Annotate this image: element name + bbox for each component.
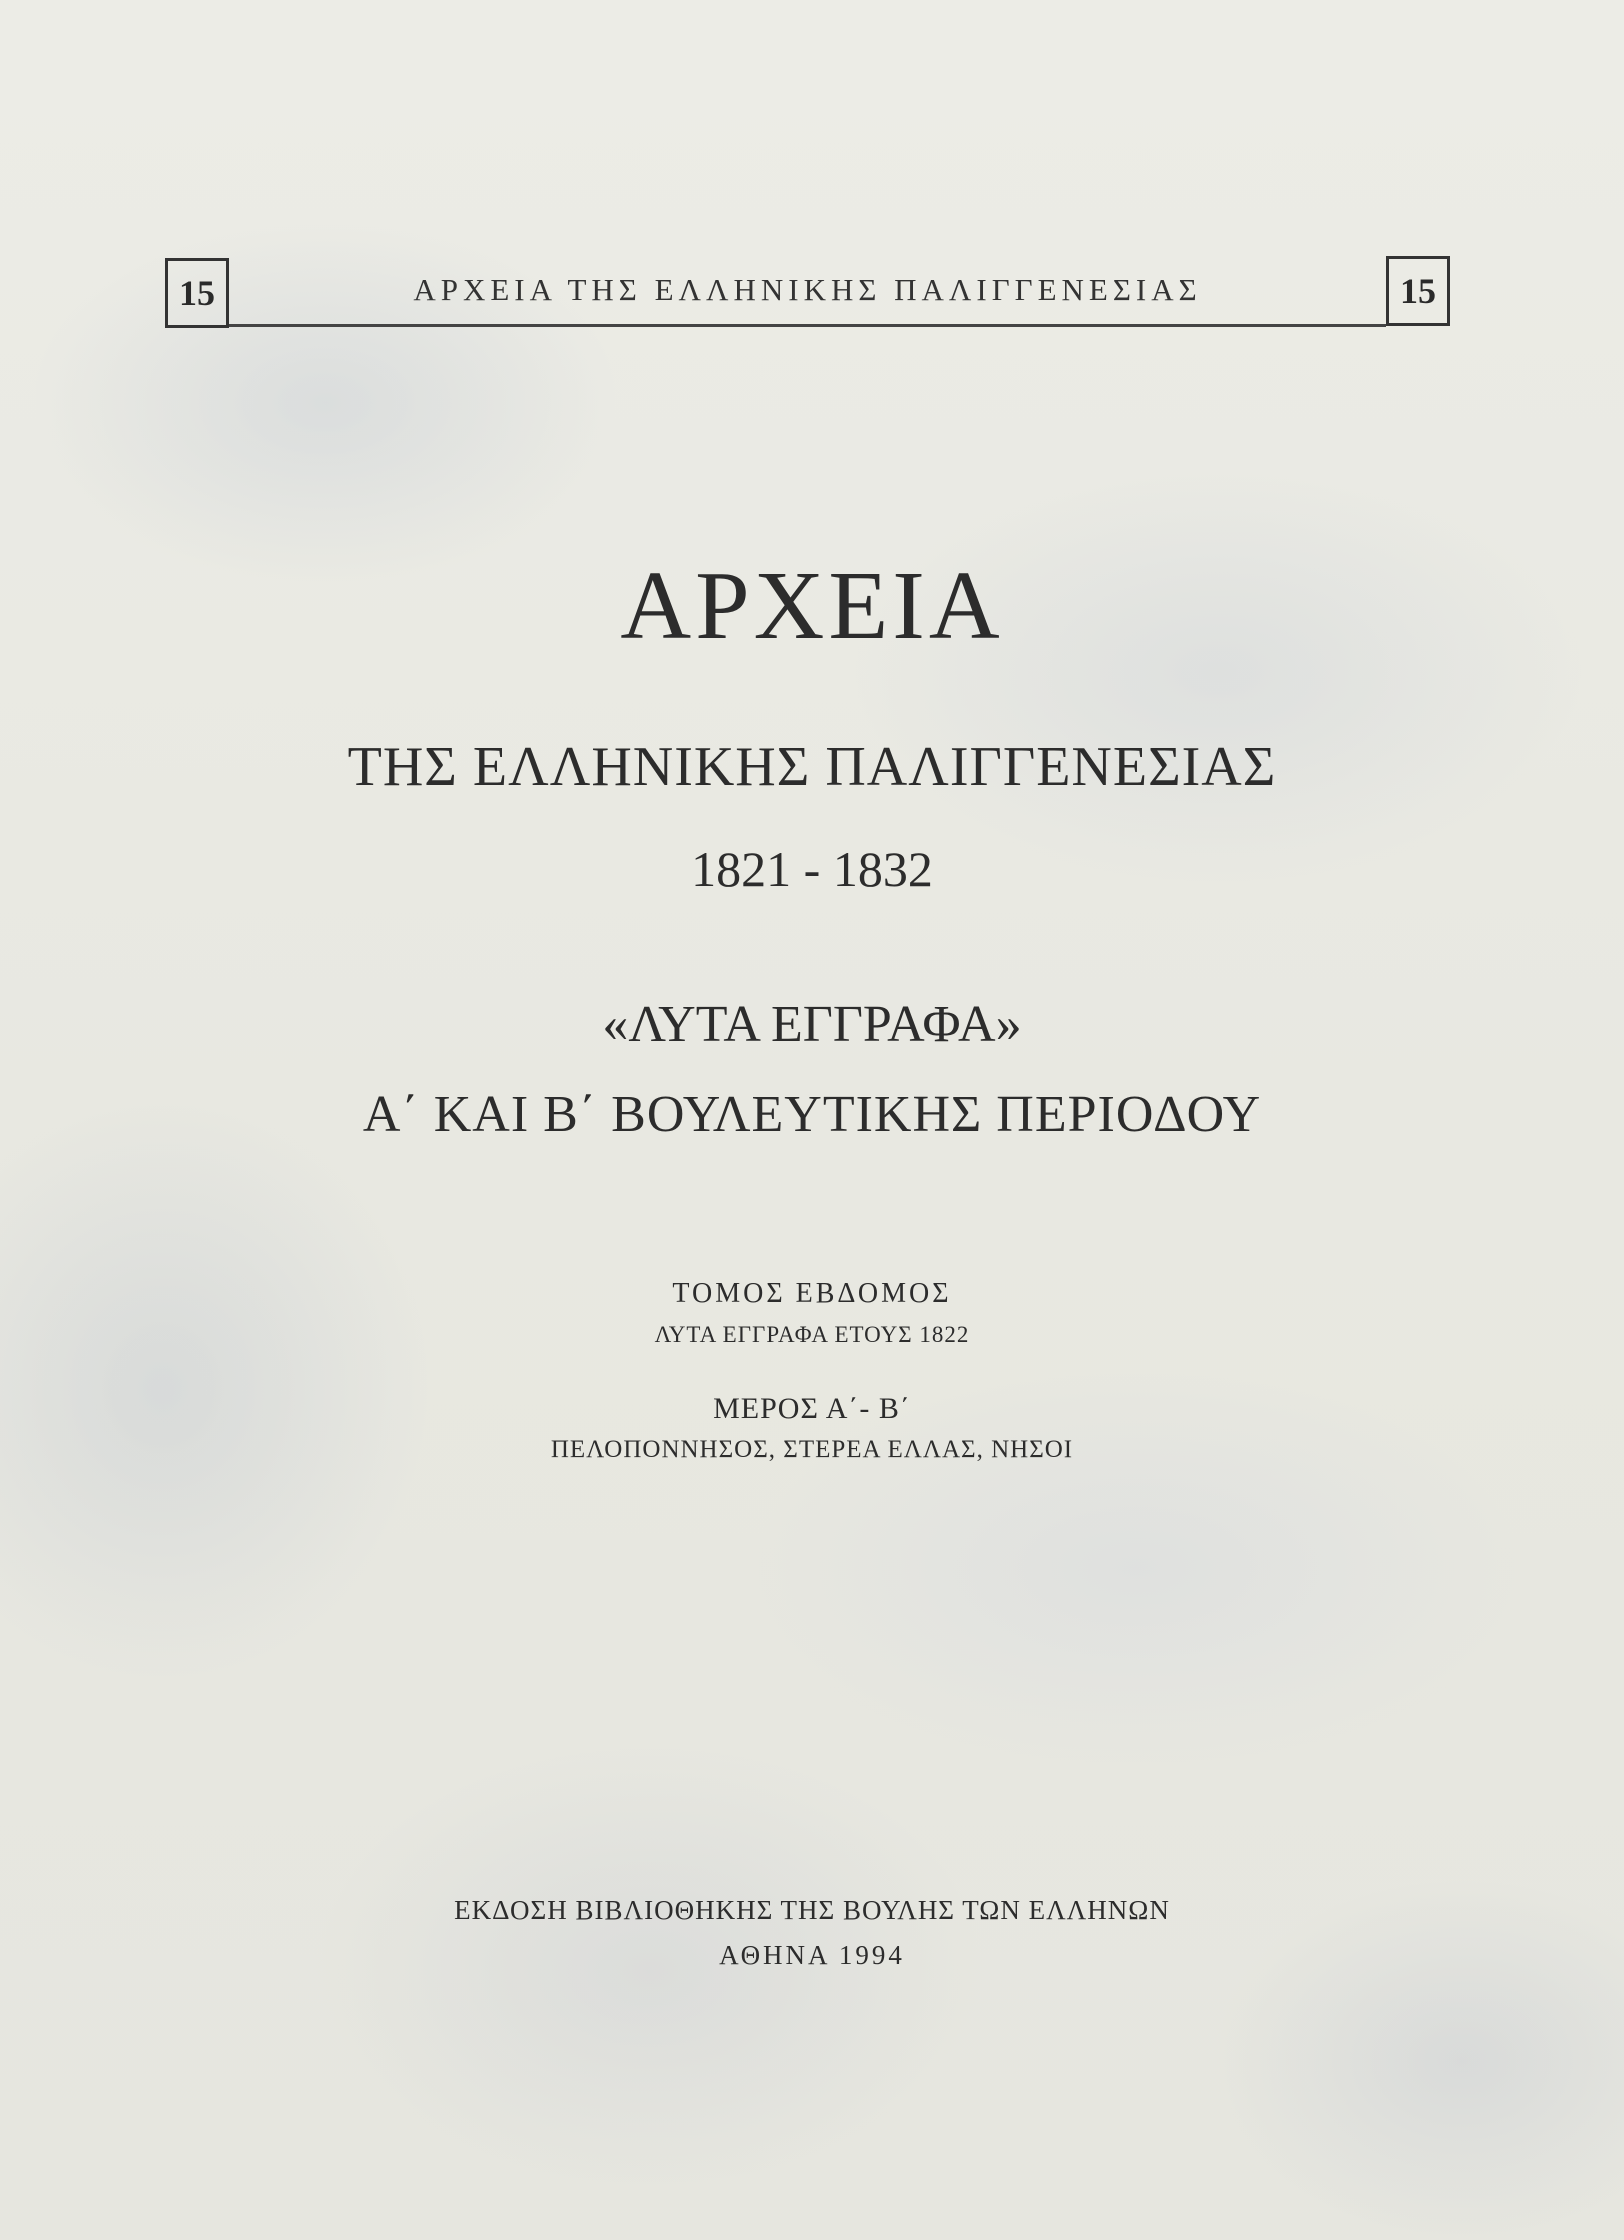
documents-period: Α΄ ΚΑΙ Β΄ ΒΟΥΛΕΥΤΙΚΗΣ ΠΕΡΙΟΔΟΥ [362, 1086, 1262, 1143]
volume-number: ΤΟΜΟΣ ΕΒΔΟΜΟΣ [672, 1278, 952, 1309]
place-year: ΑΘΗΝΑ 1994 [719, 1940, 905, 1970]
volume-number-right: 15 [1386, 256, 1450, 326]
volume-description: ΛΥΤΑ ΕΓΓΡΑΦΑ ΕΤΟΥΣ 1822 [654, 1322, 970, 1347]
series-title: ΑΡΧΕΙΑ ΤΗΣ ΕΛΛΗΝΙΚΗΣ ΠΑΛΙΓΓΕΝΕΣΙΑΣ [413, 272, 1202, 307]
volume-regions: ΠΕΛΟΠΟΝΝΗΣΟΣ, ΣΤΕΡΕΑ ΕΛΛΑΣ, ΝΗΣΟΙ [550, 1436, 1074, 1463]
main-title: ΑΡΧΕΙΑ [620, 552, 1004, 660]
series-header [165, 258, 1450, 330]
documents-title: «ΛΥΤΑ ΕΓΓΡΑΦΑ» [602, 996, 1022, 1053]
header-rule [229, 324, 1386, 327]
volume-part: ΜΕΡΟΣ Α΄- Β΄ [713, 1392, 911, 1425]
subtitle: ΤΗΣ ΕΛΛΗΝΙΚΗΣ ΠΑΛΙΓΓΕΝΕΣΙΑΣ [347, 736, 1277, 798]
years: 1821 - 1832 [691, 841, 933, 897]
publisher: ΕΚΔΟΣΗ ΒΙΒΛΙΟΘΗΚΗΣ ΤΗΣ ΒΟΥΛΗΣ ΤΩΝ ΕΛΛΗΝΩΝ [454, 1895, 1170, 1925]
volume-number-left: 15 [165, 258, 229, 328]
